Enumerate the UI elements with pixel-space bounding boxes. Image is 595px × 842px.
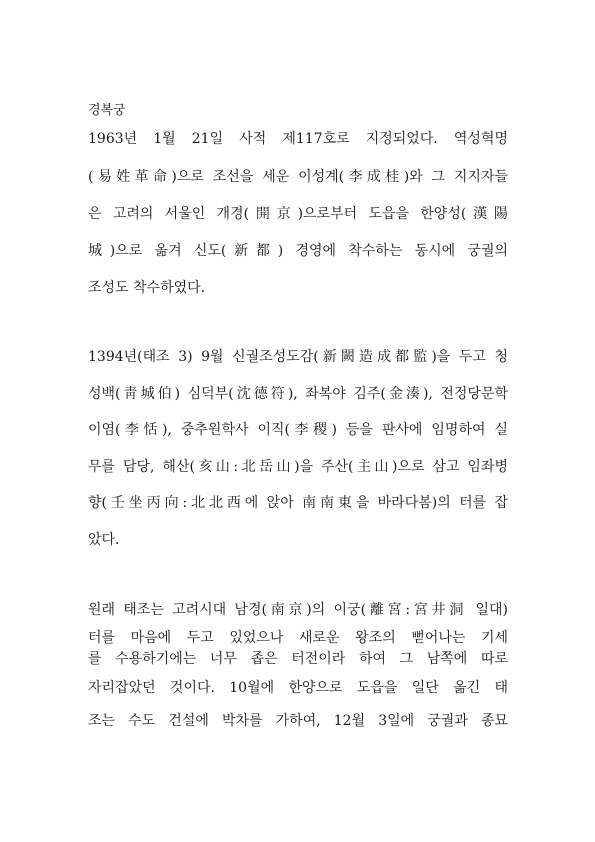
- paragraph-line: 조는 수도 건설에 박차를 가하여, 12월 3일에 궁궐과 종묘: [88, 713, 508, 729]
- paragraph-line: 향(壬坐丙向:北北西에 앉아 南南東을 바라다봄)의 터를 잡: [88, 495, 508, 511]
- paragraph-line: 1963년 1월 21일 사적 제117호로 지정되었다. 역성혁명: [88, 131, 508, 147]
- paragraph-line: 았다.: [88, 532, 120, 548]
- paragraph-line: 자리잡았던 것이다. 10월에 한양으로 도읍을 일단 옮긴 태: [88, 680, 508, 696]
- paragraph-line: 이염(李恬), 중추원학사 이직(李稷) 등을 판사에 임명하여 실: [88, 422, 508, 438]
- paragraph-line: (易姓革命)으로 조선을 세운 이성계(李成桂)와 그 지지자들: [88, 169, 508, 185]
- paragraph-line: 터를 마음에 두고 있었으나 새로운 왕조의 뻗어나는 기세: [88, 630, 508, 646]
- paragraph-line: 무를 담당, 해산(亥山:北岳山)을 주산(主山)으로 삼고 임좌병: [88, 459, 508, 475]
- paragraph-line: 성백(靑城伯) 심덕부(沈德符), 좌복야 김주(金湊), 전정당문학: [88, 386, 508, 402]
- paragraph-line: 조성도 착수하였다.: [88, 280, 206, 296]
- paragraph-line: 를 수용하기에는 너무 좁은 터전이라 하여 그 남쪽에 따로: [88, 651, 508, 667]
- paragraph-line: 은 고려의 서울인 개경(開京)으로부터 도읍을 한양성(漢陽: [88, 206, 508, 222]
- paragraph-line: 1394년(태조 3) 9월 신궐조성도감(新闕造成都監)을 두고 청: [88, 349, 508, 365]
- paragraph-line: 원래 태조는 고려시대 남경(南京)의 이궁(離宮:宮井洞 일대): [88, 602, 508, 618]
- paragraph-line: 城)으로 옮겨 신도(新都) 경영에 착수하는 동시에 궁궐의: [88, 243, 508, 259]
- document-title: 경복궁: [88, 103, 126, 118]
